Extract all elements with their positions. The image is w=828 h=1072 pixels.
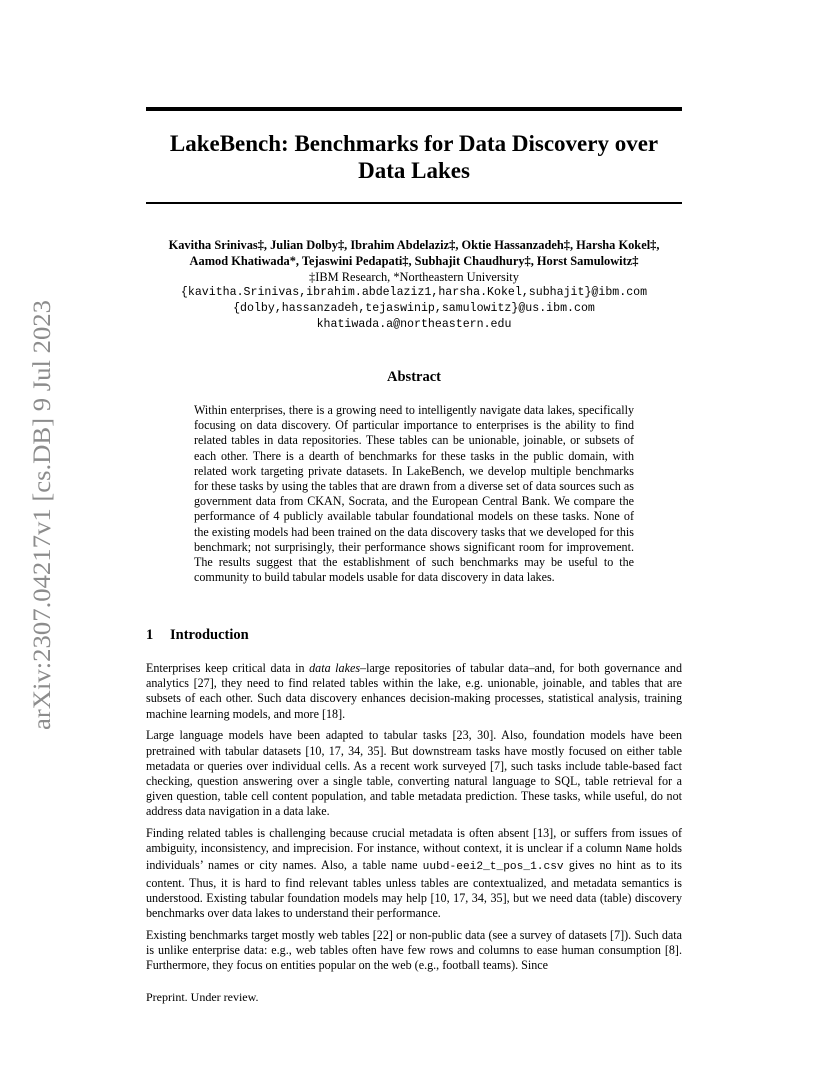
author-line-1: Kavitha Srinivas‡, Julian Dolby‡, Ibrahim Abdelaziz‡, Oktie Hassanzadeh‡, Harsha Kokel‡, — [168, 238, 660, 252]
arxiv-stamp — [20, 300, 60, 730]
text-run: Enterprises keep critical data in — [146, 661, 310, 675]
abstract-text: Within enterprises, there is a growing need to intelligently navigate data lakes, specifically focusing on data discovery. Of particular importance to enterprises is the ability to find related tables in data repositories. These tables can be unionable, joinable, or subsets of each other. There is a dearth of benchmarks for these tasks in the public domain, with related work targeting private datasets. In LakeBench, we develop multiple benchmarks for these tasks by using the tables that are drawn from a diverse set of data sources such as government data from CKAN, Socrata, and the European Central Bank. We compare the performance of 4 publicly available tabular foundational models on these tasks. None of the existing models had been trained on the data discovery tasks that we developed for this benchmark; not surprisingly, their performance shows significant room for improvement. The results suggest that the establishment of such benchmarks may be useful to the community to build tabular models usable for data discovery in data lakes. — [194, 403, 634, 585]
text-run: holds individuals’ names or city names. Also, a table name — [146, 841, 683, 873]
section-heading — [146, 627, 682, 644]
author-line-2: Aamod Khatiwada*, Tejaswini Pedapati‡, Subhajit Chaudhury‡, Horst Samulowitz‡ — [189, 254, 639, 268]
abstract-heading: Abstract — [387, 369, 441, 385]
email-line-2: {dolby,hassanzadeh,tejaswinip,samulowitz}@us.ibm.com — [233, 302, 595, 315]
text-run: –large repositories of tabular data–and, for both governance and analytics [27], they need to find related tables within the lake, e.g. unionable, joinable, and tables that are subsets of each other. Such data discovery enhances decision-making processes, statistical analysis, training machine learning models, and more [18]. — [146, 661, 682, 721]
arxiv-stamp-text: arXiv:2307.04217v1 [cs.DB] 9 Jul 2023 — [27, 319, 56, 730]
footer-note: Preprint. Under review. — [146, 990, 259, 1004]
code-filename: uubd-eei2_t_pos_1.csv — [422, 861, 564, 874]
paragraph: Existing benchmarks target mostly web tables [22] or non-public data (see a survey of datasets [7]). Such data is unlike enterprise data: e.g., web tables often have few rows and columns to ease human consumption [8]. Furthermore, they focus on entities popular on the web (e.g., football teams). Since — [146, 927, 682, 973]
title-rule-top — [146, 107, 682, 111]
email-line-1: {kavitha.Srinivas,ibrahim.abdelaziz1,harsha.Kokel,subhajit}@ibm.com — [180, 286, 648, 299]
text-run: Finding related tables is challenging because crucial metadata is often absent [13], or suffers from issues of ambiguity, inconsistency, and imprecision. For instance, without context, it is unclear if a column — [146, 826, 682, 856]
paragraph: Large language models have been adapted to tabular tasks [23, 30]. Also, foundation models have been pretrained with tabular datasets [10, 17, 34, 35]. But downstream tasks have mostly focused on either table metadata or queries over individual cells. As a recent work surveyed [7], such tasks include table-based fact checking, question answering over a single table, converting natural language to SQL, table retrieval for a given question, table cell content population, and table metadata prediction. These tasks, while useful, do not address data navigation in a data lake. — [146, 728, 682, 819]
text-run: gives no hint as to its content. Thus, it is hard to find relevant tables unless tables are contextualized, and metadata semantics is understood. Existing tabular foundation models may help [10, 17, 34, 35], but we need data (table) discovery benchmarks over data lakes to understand their performance. — [146, 858, 682, 921]
title-rule-bottom — [146, 202, 682, 204]
code-name: Name — [625, 844, 653, 857]
paragraph — [146, 661, 682, 722]
intro-body — [146, 661, 682, 980]
section-number: 1 — [146, 627, 154, 643]
section-title: Introduction — [170, 627, 249, 643]
paragraph — [146, 826, 682, 921]
emphasis: data lakes — [309, 661, 361, 675]
paper-title: LakeBench: Benchmarks for Data Discovery over Data Lakes — [169, 131, 659, 183]
affiliations: ‡IBM Research, *Northeastern University — [309, 270, 519, 284]
email-line-3: khatiwada.a@northeastern.edu — [316, 318, 512, 331]
author-block — [146, 237, 682, 333]
